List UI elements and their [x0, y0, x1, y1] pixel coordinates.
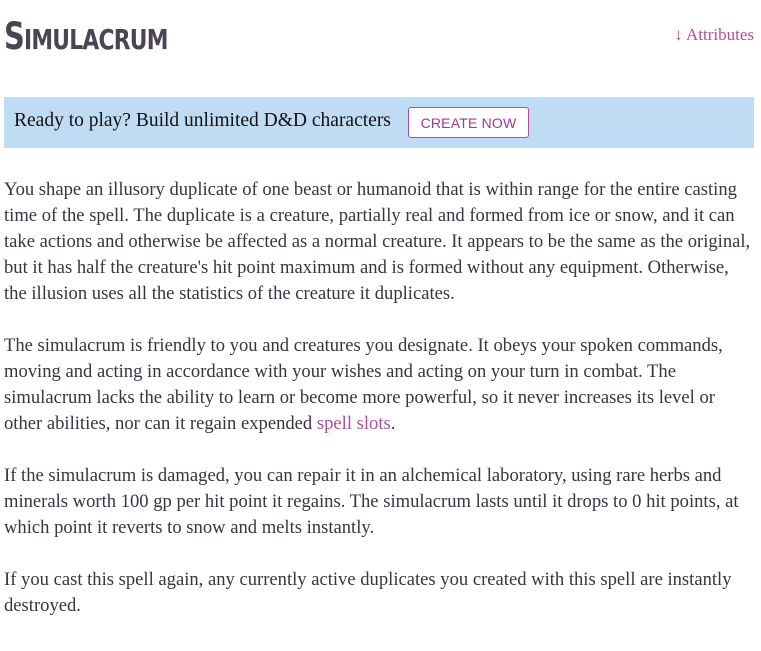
spell-description — [4, 177, 756, 645]
description-paragraph-4: If you cast this spell again, any currently active duplicates you created with this spell are instantly destroyed. — [4, 569, 732, 616]
paragraph-2-end: . — [390, 413, 396, 434]
promo-banner-text: Ready to play? Build unlimited D&D characters — [14, 110, 391, 131]
create-now-button[interactable]: CREATE NOW — [408, 107, 529, 138]
page-title-rest: IMULACRUM — [24, 23, 168, 56]
description-paragraph-2 — [4, 333, 756, 437]
description-paragraph-1: You shape an illusory duplicate of one beast or humanoid that is within range for the entire casting time of the spell. The duplicate is a creature, partially real and formed from ice or snow, and it can take actions and otherwise be affected as a normal creature. It appears to be the same as the original, but it has half the creature's hit point maximum and is formed without any equipment. Otherwise, the illusion uses all the statistics of the creature it duplicates. — [4, 179, 751, 304]
spell-slots-link[interactable]: spell slots — [316, 413, 391, 434]
attributes-link[interactable]: ↓ Attributes — [674, 25, 754, 44]
description-paragraph-3: If the simulacrum is damaged, you can repair it in an alchemical laboratory, using rare herbs and minerals worth 100 gp per hit point it regains. The simulacrum lasts until it drops to 0 hit points, at which point it reverts to snow and melts instantly. — [4, 465, 739, 538]
page-header — [4, 14, 754, 64]
paragraph-2-text: The simulacrum is friendly to you and creatures you designate. It obeys your spoken commands, moving and acting in accordance with your wishes and acting on your turn in combat. The simulacrum lacks the ability to learn or become more powerful, so it never increases its level or other abilities, nor can it regain expended — [4, 335, 723, 434]
promo-banner — [4, 97, 754, 148]
page-title-initial: S — [4, 15, 25, 58]
page-title — [4, 14, 168, 63]
